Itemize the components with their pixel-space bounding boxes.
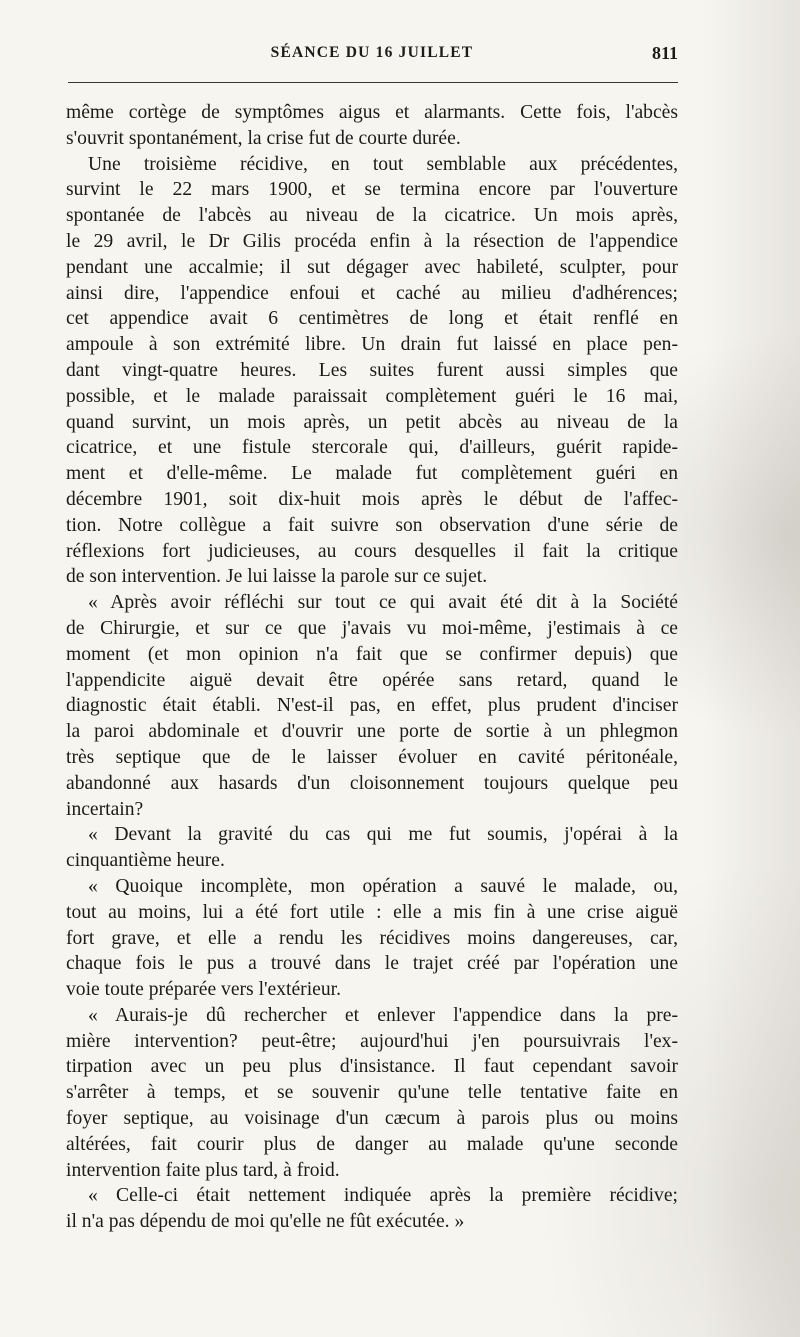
text-line: « Celle-ci était nettement indiquée après la première récidive; [88,1185,678,1207]
text-line: la paroi abdominale et d'ouvrir une porte de sortie à un phlegmon [66,721,678,743]
text-line: tion. Notre collègue a fait suivre son observation d'une série de [66,514,678,536]
text-line: mière intervention? peut-être; aujourd'hui j'en poursuivrais l'ex- [66,1030,678,1052]
header-rule [68,82,678,83]
text-line: très septique que de le laisser évoluer en cavité péritonéale, [66,746,678,768]
text-line: « Après avoir réfléchi sur tout ce qui avait été dit à la Société [88,592,678,614]
text-line: ment et d'elle-même. Le malade fut complètement guéri en [66,463,678,485]
text-line: incertain? [66,798,144,820]
text-line: fort grave, et elle a rendu les récidives moins dangereuses, car, [66,927,678,949]
text-line: cinquantième heure. [66,850,225,872]
running-title: SÉANCE DU 16 JUILLET [270,44,474,61]
text-line: le 29 avril, le Dr Gilis procéda enfin à la résection de l'appendice [66,230,678,252]
text-line: « Devant la gravité du cas qui me fut soumis, j'opérai à la [88,824,678,846]
text-line: s'ouvrit spontanément, la crise fut de courte durée. [66,127,461,149]
page-number: 811 [651,43,678,63]
body-text [66,100,678,1235]
text-line: moment (et mon opinion n'a fait que se confirmer depuis) que [66,643,678,665]
text-line: réflexions fort judicieuses, au cours desquelles il fait la critique [66,540,678,562]
text-line: altérées, fait courir plus de danger au malade qu'une seconde [66,1133,678,1155]
text-line: diagnostic était établi. N'est-il pas, en effet, plus prudent d'inciser [66,695,678,717]
text-line: l'appendicite aiguë devait être opérée sans retard, quand le [66,669,678,691]
text-line: décembre 1901, soit dix-huit mois après le début de l'affec- [66,488,678,510]
text-line: quand survint, un mois après, un petit abcès au niveau de la [66,411,678,433]
text-line: s'arrêter à temps, et se souvenir qu'une telle tentative faite en [66,1082,678,1104]
text-line: ampoule à son extrémité libre. Un drain fut laissé en place pen- [66,334,678,356]
text-line: dant vingt-quatre heures. Les suites furent aussi simples que [66,359,678,381]
text-line: il n'a pas dépendu de moi qu'elle ne fût exécutée. » [66,1211,465,1233]
text-line: voie toute préparée vers l'extérieur. [66,979,341,1001]
text-line: « Aurais-je dû rechercher et enlever l'appendice dans la pre- [88,1004,678,1026]
text-line: chaque fois le pus a trouvé dans le trajet créé par l'opération une [66,953,678,975]
text-line: intervention faite plus tard, à froid. [66,1159,340,1181]
text-line: foyer septique, au voisinage d'un cæcum à parois plus ou moins [66,1108,678,1130]
text-line: tout au moins, lui a été fort utile : elle a mis fin à une crise aiguë [66,901,678,923]
text-line: « Quoique incomplète, mon opération a sauvé le malade, ou, [88,875,678,897]
text-line: Une troisième récidive, en tout semblable aux précédentes, [88,153,678,175]
text-line: abandonné aux hasards d'un cloisonnement toujours quelque peu [66,772,678,794]
text-line: possible, et le malade paraissait complètement guéri le 16 mai, [66,385,678,407]
text-line: spontanée de l'abcès au niveau de la cicatrice. Un mois après, [66,205,678,227]
text-line: de Chirurgie, et sur ce que j'avais vu moi-même, j'estimais à ce [66,617,678,639]
text-line: cicatrice, et une fistule stercorale qui, d'ailleurs, guérit rapide- [66,437,678,459]
text-line: pendant une accalmie; il sut dégager avec habileté, sculpter, pour [66,256,678,278]
text-line: cet appendice avait 6 centimètres de long et était renflé en [66,308,678,330]
text-line: tirpation avec un peu plus d'insistance. Il faut cependant savoir [66,1056,678,1078]
text-line: ainsi dire, l'appendice enfoui et caché au milieu d'adhérences; [66,282,678,304]
text-line: de son intervention. Je lui laisse la parole sur ce sujet. [66,566,488,588]
text-line: survint le 22 mars 1900, et se termina encore par l'ouverture [66,179,678,201]
page-header [66,44,678,74]
text-line: même cortège de symptômes aigus et alarmants. Cette fois, l'abcès [66,102,678,123]
